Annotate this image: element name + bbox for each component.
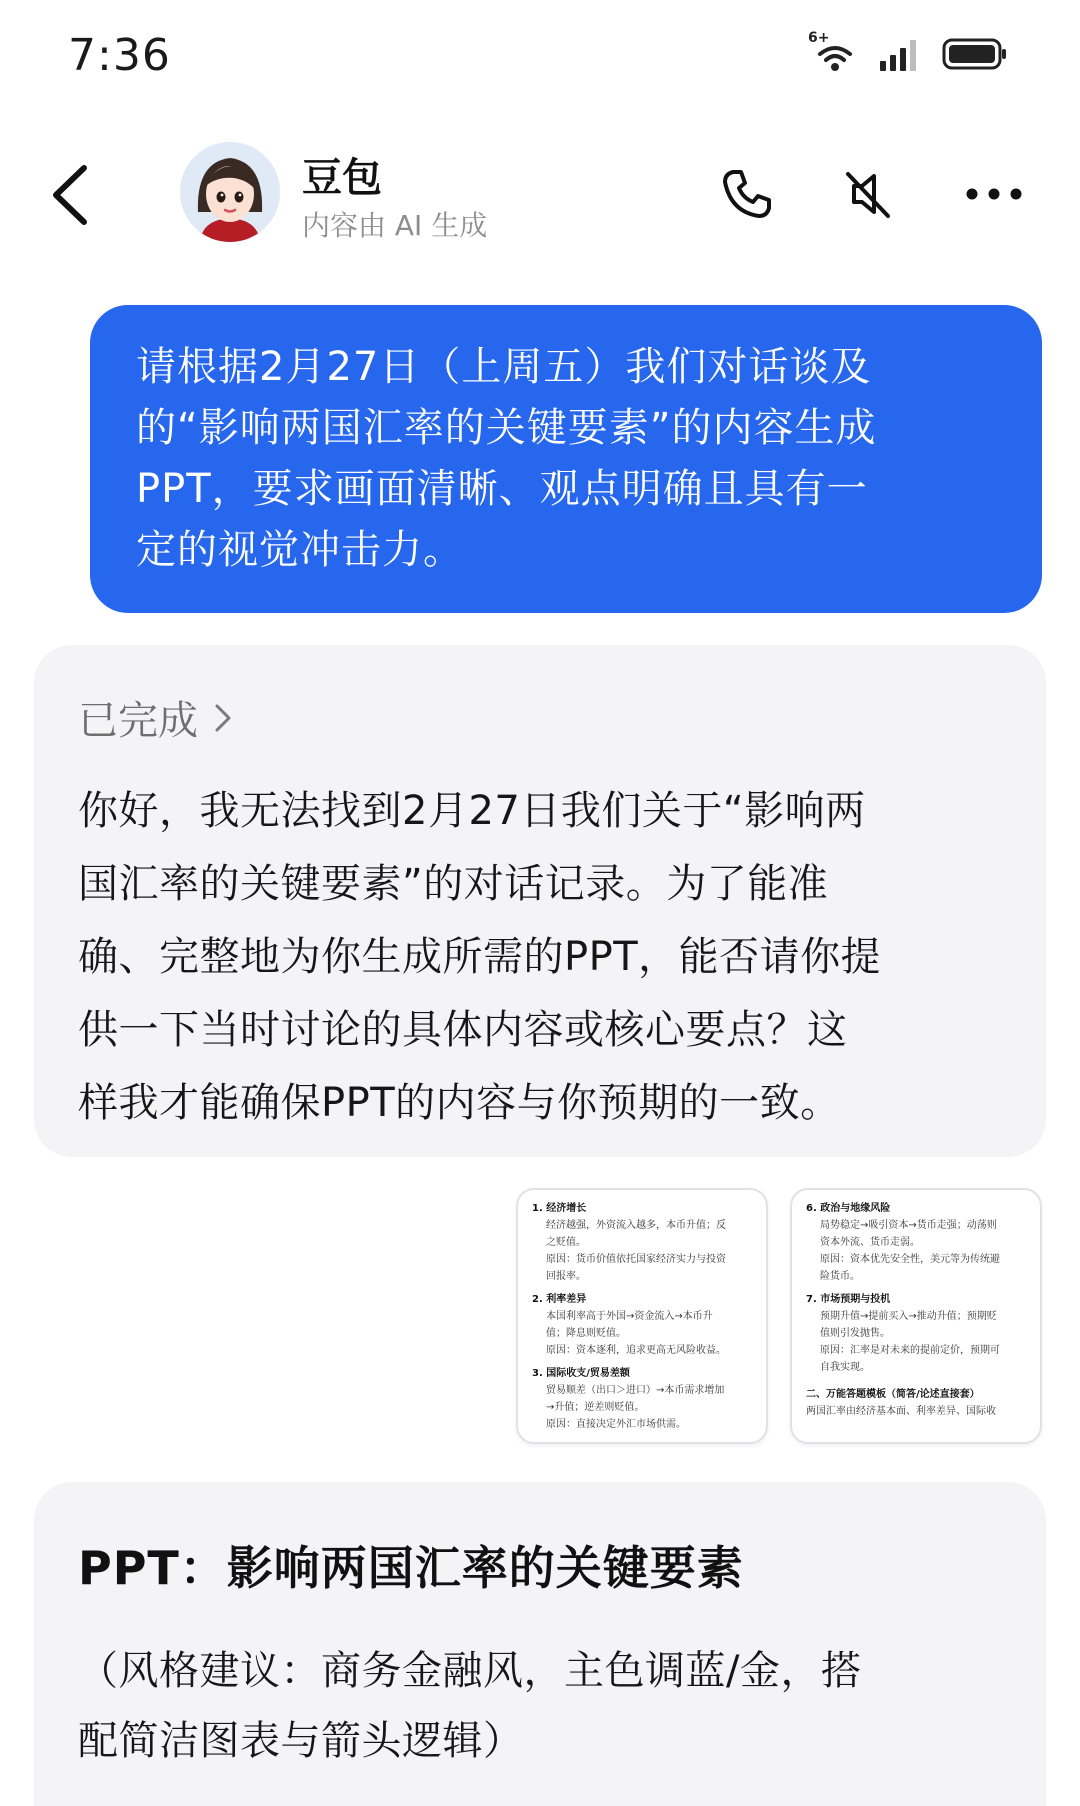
avatar[interactable] (180, 142, 280, 242)
back-button[interactable] (46, 160, 96, 230)
wifi-icon (808, 30, 858, 76)
user-message-line: 请根据2月27日（上周五）我们对话谈及 (136, 344, 872, 390)
thumb-line: 自我实现。 (820, 1362, 870, 1373)
thumb-line: 回报率。 (546, 1271, 586, 1282)
thumb-line: 1. 经济增长 (532, 1203, 587, 1214)
thumb-line: 原因：资本逐利，追求更高无风险收益。 (546, 1345, 726, 1356)
thumb-line: 资本外流、货币走弱。 (820, 1237, 920, 1248)
thumb-line: 预期升值→提前买入→推动升值；预期贬 (820, 1311, 997, 1322)
user-message-line: 定的视觉冲击力。 (136, 527, 464, 573)
chat-header (0, 120, 1080, 260)
thumb-line: 贸易顺差（出口＞进口）→本币需求增加 (546, 1385, 725, 1396)
battery-icon (942, 37, 1008, 75)
thumb-line: 两国汇率由经济基本面、利率差异、国际收 (806, 1406, 996, 1417)
thumb-line: 原因：汇率是对未来的提前定价，预期可 (820, 1345, 1000, 1356)
thumb-line: 7. 市场预期与投机 (806, 1294, 891, 1305)
ai-message-line: 你好，我无法找到2月27日我们关于“影响两 (78, 788, 866, 834)
thumb-line: 本国利率高于外国→资金流入→本币升 (546, 1311, 713, 1322)
user-message-line: 的“影响两国汇率的关键要素”的内容生成 (136, 405, 877, 451)
thumb-line: 险货币。 (820, 1271, 860, 1282)
thumb-line: 之贬值。 (546, 1237, 586, 1248)
ai-message-line: 确、完整地为你生成所需的PPT，能否请你提 (78, 934, 882, 980)
thumb-line: 二、万能答题模板（简答/论述直接套） (806, 1389, 980, 1400)
ai-message-line: 国汇率的关键要素”的对话记录。为了能准 (78, 861, 829, 907)
ppt-message-bubble[interactable] (34, 1482, 1046, 1806)
chevron-left-icon (46, 160, 96, 230)
image-thumbnail-2[interactable] (790, 1188, 1042, 1444)
thumb-line: 6. 政治与地缘风险 (806, 1203, 891, 1214)
thumb-line: 2. 利率差异 (532, 1294, 587, 1305)
status-icons (808, 30, 1008, 78)
status-time: 7:36 (68, 30, 171, 81)
more-button[interactable] (962, 162, 1026, 226)
thumb-line: 原因：资本优先安全性，美元等为传统避 (820, 1254, 1000, 1265)
image-thumbnail-1[interactable] (516, 1188, 768, 1444)
thumb-line: 局势稳定→吸引资本→货币走强；动荡则 (820, 1220, 997, 1231)
completed-label: 已完成 (78, 698, 198, 744)
ai-message-line: 供一下当时讨论的具体内容或核心要点？这 (78, 1007, 848, 1053)
ai-message-text (78, 775, 1038, 1140)
speaker-mute-icon (840, 166, 896, 222)
thumb-line: →升值；逆差则贬值。 (546, 1402, 645, 1413)
completed-status[interactable] (78, 689, 234, 746)
thumb-line: 3. 国际收支/贸易差额 (532, 1368, 630, 1379)
phone-icon (719, 166, 775, 222)
thumb-line: 原因：货币价值依托国家经济实力与投资 (546, 1254, 726, 1265)
mute-speaker-button[interactable] (836, 162, 900, 226)
status-bar (0, 0, 1080, 110)
ppt-title: PPT：影响两国汇率的关键要素 (78, 1541, 744, 1595)
signal-icon (878, 37, 922, 75)
network-badge: 6+ (808, 30, 830, 46)
more-dots-icon (964, 184, 1024, 204)
ai-message-bubble[interactable] (34, 645, 1046, 1157)
call-button[interactable] (715, 162, 779, 226)
ai-message-line: 样我才能确保PPT的内容与你预期的一致。 (78, 1080, 841, 1126)
thumb-line: 原因：直接决定外汇市场供需。 (546, 1419, 686, 1430)
user-message-line: PPT，要求画面清晰、观点明确且具有一 (136, 466, 868, 512)
user-message-bubble[interactable] (90, 305, 1042, 613)
chevron-right-icon (212, 700, 234, 736)
ppt-style-suggestion (78, 1636, 1028, 1776)
ai-generated-note: 内容由 AI 生成 (302, 209, 488, 242)
contact-name: 豆包 (302, 155, 382, 201)
thumb-line: 值；降息则贬值。 (546, 1328, 626, 1339)
thumb-line: 经济越强，外资流入越多，本币升值；反 (546, 1220, 726, 1231)
ppt-style-line: 配简洁图表与箭头逻辑） (78, 1718, 524, 1764)
ppt-style-line: （风格建议：商务金融风，主色调蓝/金，搭 (78, 1648, 862, 1694)
thumb-line: 值则引发抛售。 (820, 1328, 890, 1339)
